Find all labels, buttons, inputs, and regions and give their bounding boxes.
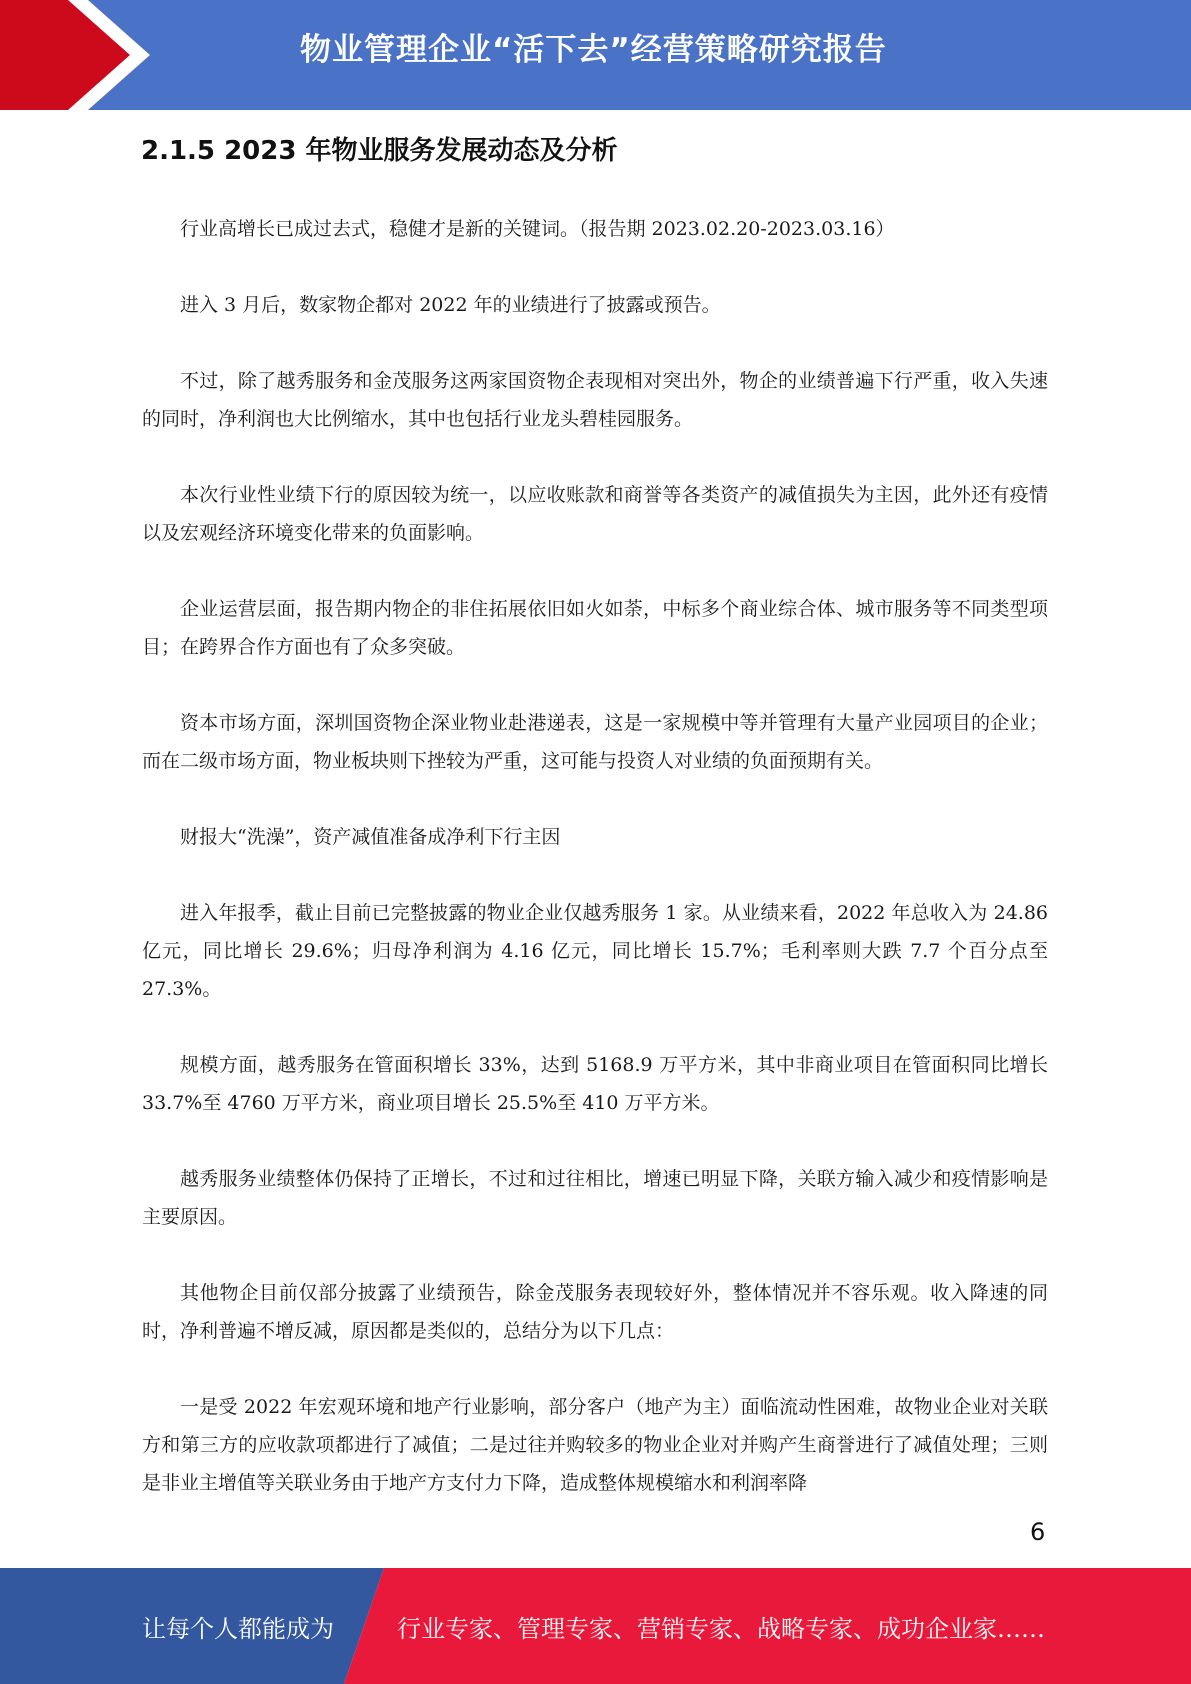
paragraph: 不过，除了越秀服务和金茂服务这两家国资物企表现相对突出外，物企的业绩普遍下行严重，收入失速的同时，净利润也大比例缩水，其中也包括行业龙头碧桂园服务。 bbox=[142, 370, 1048, 430]
paragraph: 资本市场方面，深圳国资物企深业物业赴港递表，这是一家规模中等并管理有大量产业园项目的企业；而在二级市场方面，物业板块则下挫较为严重，这可能与投资人对业绩的负面预期有关。 bbox=[142, 712, 1048, 772]
paragraph: 本次行业性业绩下行的原因较为统一，以应收账款和商誉等各类资产的减值损失为主因，此外还有疫情以及宏观经济环境变化带来的负面影响。 bbox=[142, 484, 1048, 544]
footer-slogan-right: 行业专家、管理专家、营销专家、战略专家、成功企业家…… bbox=[397, 1615, 1045, 1643]
paragraph: 进入年报季，截止目前已完整披露的物业企业仅越秀服务 1 家。从业绩来看，2022 年总收入为 24.86 亿元，同比增长 29.6%；归母净利润为 4.16 亿元，同比增长 15.7%；毛利率则大跌 7.7 个百分点至 27.3%。 bbox=[142, 902, 1048, 1000]
section-heading: 2.1.5 2023 年物业服务发展动态及分析 bbox=[141, 136, 618, 166]
body-text bbox=[142, 210, 1048, 1540]
report-title: 物业管理企业“活下去”经营策略研究报告 bbox=[300, 32, 887, 68]
paragraph: 行业高增长已成过去式，稳健才是新的关键词。（报告期 2023.02.20-2023.03.16） bbox=[180, 218, 895, 240]
paragraph: 一是受 2022 年宏观环境和地产行业影响，部分客户（地产为主）面临流动性困难，故物业企业对关联方和第三方的应收款项都进行了减值；二是过往并购较多的物业企业对并购产生商誉进行了减值处理；三则是非业主增值等关联业务由于地产方支付力下降，造成整体规模缩水和利润率降 bbox=[142, 1396, 1048, 1494]
paragraph: 其他物企目前仅部分披露了业绩预告，除金茂服务表现较好外，整体情况并不容乐观。收入降速的同时，净利普遍不增反减，原因都是类似的，总结分为以下几点： bbox=[142, 1282, 1048, 1342]
subheading-paragraph: 财报大“洗澡”，资产减值准备成净利下行主因 bbox=[180, 826, 561, 848]
red-chevron-icon bbox=[0, 0, 160, 110]
footer-banner bbox=[0, 1568, 1191, 1684]
paragraph: 规模方面，越秀服务在管面积增长 33%，达到 5168.9 万平方米，其中非商业项目在管面积同比增长 33.7%至 4760 万平方米，商业项目增长 25.5%至 410 万平方米。 bbox=[142, 1054, 1048, 1114]
paragraph: 越秀服务业绩整体仍保持了正增长，不过和过往相比，增速已明显下降，关联方输入减少和疫情影响是主要原因。 bbox=[142, 1168, 1048, 1228]
footer-slogan-left: 让每个人都能成为 bbox=[142, 1615, 334, 1643]
report-header-bar bbox=[0, 0, 1191, 110]
paragraph: 企业运营层面，报告期内物企的非住拓展依旧如火如荼，中标多个商业综合体、城市服务等不同类型项目；在跨界合作方面也有了众多突破。 bbox=[142, 598, 1048, 658]
page-number: 6 bbox=[1030, 1518, 1046, 1546]
paragraph: 进入 3 月后，数家物企都对 2022 年的业绩进行了披露或预告。 bbox=[180, 294, 721, 316]
